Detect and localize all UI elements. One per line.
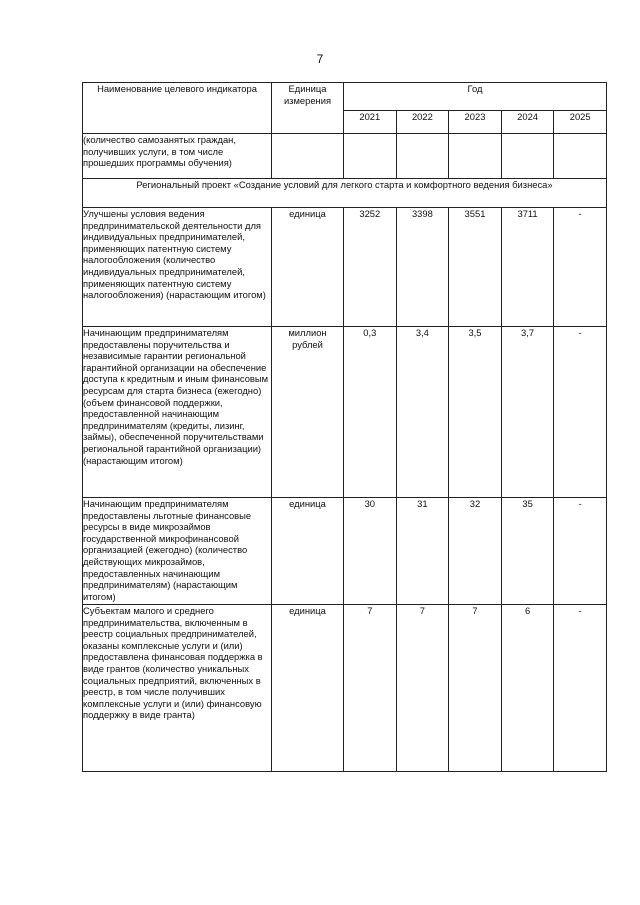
- indicator-value-2023: 3551: [449, 208, 502, 327]
- header-year-2025: 2025: [554, 111, 607, 134]
- indicator-value: [396, 134, 449, 179]
- indicator-value: [344, 134, 397, 179]
- indicator-value-2021: 0,3: [344, 327, 397, 498]
- indicator-value-2024: 6: [501, 605, 554, 772]
- section-row: [83, 179, 607, 208]
- indicator-value-2021: 30: [344, 498, 397, 605]
- indicator-unit: [272, 134, 344, 179]
- header-year-group: Год: [344, 83, 607, 111]
- header-row-top: [83, 83, 607, 111]
- table-row-continuation: [83, 134, 607, 179]
- indicator-unit: единица: [272, 498, 344, 605]
- indicator-value-2025: -: [554, 498, 607, 605]
- indicator-value-2024: 3,7: [501, 327, 554, 498]
- indicator-value-2022: 7: [396, 605, 449, 772]
- header-year-2021: 2021: [344, 111, 397, 134]
- header-indicator-name: Наименование целевого индикатора: [83, 83, 272, 134]
- indicator-value: [449, 134, 502, 179]
- table-row: [83, 605, 607, 772]
- indicator-value: [554, 134, 607, 179]
- indicator-value-2023: 3,5: [449, 327, 502, 498]
- indicator-name: Начинающим предпринимателям предоставлены поручительства и независимые гарантии региональной гарантийной организации на обеспечение доступа к кредитным и иным финансовым ресурсам для старта бизнеса (ежегодно) (объем финансовой поддержки, предоставленной начинающим предпринимателям (кредиты, лизинг, займы), обеспеченной поручительствами региональной гарантийной организации) (нарастающим итогом): [83, 327, 272, 498]
- page-number: 7: [316, 52, 324, 66]
- header-year-2023: 2023: [449, 111, 502, 134]
- indicator-value-2025: -: [554, 605, 607, 772]
- indicator-value-2022: 31: [396, 498, 449, 605]
- header-unit: Единица измерения: [272, 83, 344, 134]
- indicator-value: [501, 134, 554, 179]
- indicator-value-2022: 3,4: [396, 327, 449, 498]
- indicator-value-2025: -: [554, 208, 607, 327]
- indicator-value-2023: 32: [449, 498, 502, 605]
- header-year-2024: 2024: [501, 111, 554, 134]
- table-row: [83, 208, 607, 327]
- indicator-unit: единица: [272, 605, 344, 772]
- indicator-value-2022: 3398: [396, 208, 449, 327]
- indicator-value-2021: 3252: [344, 208, 397, 327]
- indicator-value-2025: -: [554, 327, 607, 498]
- indicator-name: Начинающим предпринимателям предоставлены льготные финансовые ресурсы в виде микрозаймов государственной микрофинансовой организацией (ежегодно) (количество действующих микрозаймов, предоставленных начинающим предпринимателям) (нарастающим итогом): [83, 498, 272, 605]
- indicator-name: Улучшены условия ведения предпринимательской деятельности для индивидуальных предпринимателей, применяющих патентную систему налогообложения (количество индивидуальных предпринимателей, применяющих патентную систему налогообложения) (нарастающим итогом): [83, 208, 272, 327]
- indicator-value-2024: 3711: [501, 208, 554, 327]
- indicator-unit: единица: [272, 208, 344, 327]
- indicator-name: (количество самозанятых граждан, получивших услуги, в том числе прошедших программы обучения): [83, 134, 272, 179]
- table-row: [83, 498, 607, 605]
- indicator-unit: миллион рублей: [272, 327, 344, 498]
- indicator-value-2023: 7: [449, 605, 502, 772]
- table-row: [83, 327, 607, 498]
- indicators-table: [82, 82, 607, 772]
- header-year-2022: 2022: [396, 111, 449, 134]
- indicator-value-2021: 7: [344, 605, 397, 772]
- section-title: Региональный проект «Создание условий для легкого старта и комфортного ведения бизнеса»: [83, 179, 607, 208]
- indicator-value-2024: 35: [501, 498, 554, 605]
- indicator-name: Субъектам малого и среднего предпринимательства, включенным в реестр социальных предпринимателей, оказаны комплексные услуги и (или) предоставлена финансовая поддержка в виде грантов (количество уникальных социальных предприятий, включенных в реестр, в том числе получивших комплексные услуги и (или) финансовую поддержку в виде гранта): [83, 605, 272, 772]
